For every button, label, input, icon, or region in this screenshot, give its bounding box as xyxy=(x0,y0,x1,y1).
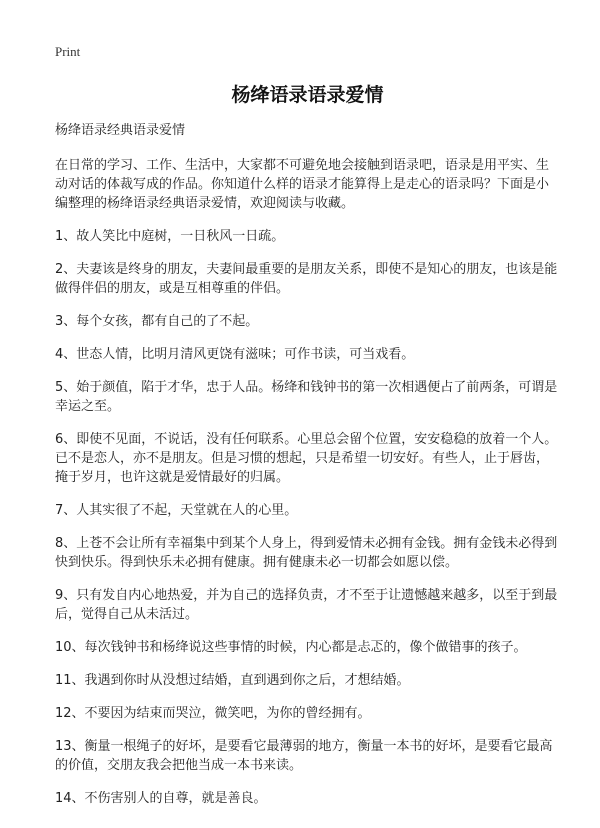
quote-item: 14、不伤害别人的自尊，就是善良。 xyxy=(55,791,267,806)
quote-item: 6、即使不见面，不说话，没有任何联系。心里总会留个位置，安安稳稳的放着一个人。已不是恋人，亦不是朋友。但是习惯的想起，只是希望一切安好。有些人，止于唇齿，掩于岁月，也许这就是爱情最好的归属。 xyxy=(55,432,558,485)
page-title: 杨绛语录语录爱情 xyxy=(231,84,384,106)
quote-item: 10、每次钱钟书和杨绛说这些事情的时候，内心都是忐忑的，像个做错事的孩子。 xyxy=(55,640,527,655)
print-link[interactable]: Print xyxy=(55,44,81,59)
quote-item: 9、只有发自内心地热爱，并为自己的选择负责，才不至于让遗憾越来越多，以至于到最后，觉得自己从未活过。 xyxy=(55,588,558,622)
quote-item: 11、我遇到你时从没想过结婚，直到遇到你之后，才想结婚。 xyxy=(55,673,410,688)
page-subtitle: 杨绛语录经典语录爱情 xyxy=(55,123,186,138)
quote-item: 13、衡量一根绳子的好坏，是要看它最薄弱的地方，衡量一本书的好坏，是要看它最高的价值，交朋友我会把他当成一本书来读。 xyxy=(55,739,553,773)
quote-item: 4、世态人情，比明月清风更饶有滋味；可作书读，可当戏看。 xyxy=(55,347,415,362)
quote-item: 8、上苍不会让所有幸福集中到某个人身上，得到爱情未必拥有金钱。拥有金钱未必得到快到快乐。得到快乐未必拥有健康。拥有健康未必一切都会如愿以偿。 xyxy=(55,536,558,570)
quote-item: 12、不要因为结束而哭泣，微笑吧，为你的曾经拥有。 xyxy=(55,706,371,721)
quote-item: 7、人其实很了不起，天堂就在人的心里。 xyxy=(55,503,298,518)
quote-item: 2、夫妻该是终身的朋友，夫妻间最重要的是朋友关系，即使不是知心的朋友，也该是能做得伴侣的朋友，或是互相尊重的伴侣。 xyxy=(55,262,558,296)
quote-item: 1、故人笑比中庭树，一日秋风一日疏。 xyxy=(55,229,285,244)
quote-item: 5、始于颜值，陷于才华，忠于人品。杨绛和钱钟书的第一次相遇便占了前两条，可谓是幸运之至。 xyxy=(55,380,558,414)
intro-paragraph: 在日常的学习、工作、生活中，大家都不可避免地会接触到语录吧，语录是用平实、生动对话的体裁写成的作品。你知道什么样的语录才能算得上是走心的语录吗？下面是小编整理的杨绛语录经典语录爱情，欢迎阅读与收藏。 xyxy=(55,158,550,211)
quote-item: 3、每个女孩，都有自己的了不起。 xyxy=(55,314,259,329)
quote-list xyxy=(55,227,560,808)
